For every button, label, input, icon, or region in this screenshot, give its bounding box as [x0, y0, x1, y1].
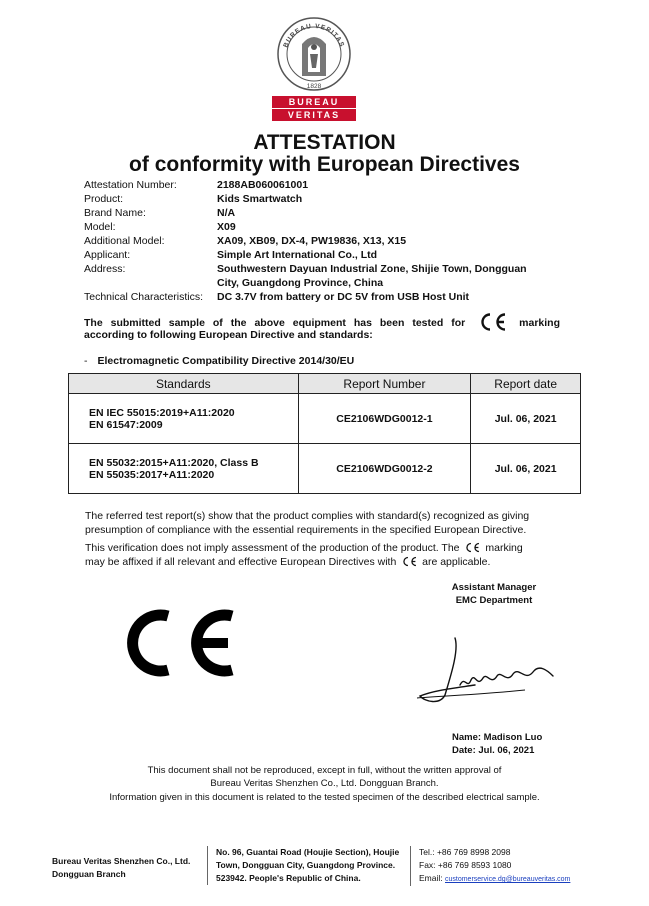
- disclaimer-line: This document shall not be reproduced, except in full, without the written approval of: [147, 765, 502, 776]
- standard-item: EN IEC 55015:2019+A11:2020: [89, 406, 235, 419]
- info-label: Product:: [84, 193, 124, 205]
- bullet: -: [84, 355, 88, 367]
- standards-cell: [69, 394, 299, 444]
- info-label: Brand Name:: [84, 207, 146, 219]
- signatory-name: Name: Madison Luo: [452, 732, 543, 743]
- signature-icon: [415, 630, 560, 710]
- header-report-number: Report Number: [298, 374, 471, 394]
- disclaimer-line: Bureau Veritas Shenzhen Co., Ltd. Dongguan Branch.: [210, 778, 439, 789]
- note-line: The referred test report(s) show that the product complies with standard(s) recognized as giving: [85, 510, 530, 522]
- info-label: Technical Characteristics:: [84, 291, 204, 303]
- header-standards: Standards: [69, 374, 299, 394]
- info-label: Additional Model:: [84, 235, 165, 247]
- info-row-technical-characteristics: [84, 290, 552, 304]
- attestation-info: [84, 178, 552, 304]
- logo-band-bottom: VERITAS: [272, 109, 356, 121]
- footer-email-row: [419, 872, 570, 886]
- table-row: [69, 394, 581, 444]
- compliance-note: [85, 509, 565, 537]
- ce-mark-icon: [401, 556, 417, 567]
- report-date-cell: Jul. 06, 2021: [471, 444, 581, 494]
- header-report-date: Report date: [471, 374, 581, 394]
- info-value: DC 3.7V from battery or DC 5V from USB Host Unit: [217, 291, 470, 303]
- info-value: N/A: [217, 207, 236, 219]
- standards-cell: [69, 444, 299, 494]
- footer-address-line: Town, Dongguan City, Guangdong Province.: [216, 860, 396, 870]
- footer-address-line: No. 96, Guantai Road (Houjie Section), Houjie: [216, 847, 400, 857]
- signatory-title: [446, 581, 542, 607]
- note-text: marking: [485, 542, 523, 554]
- handwritten-signature: [415, 630, 560, 715]
- note-line: [85, 541, 565, 555]
- logo-ring-text: BUREAU VERITAS: [282, 22, 346, 49]
- footer-address: [207, 846, 410, 885]
- info-row-applicant: [84, 248, 552, 262]
- logo-emblem-icon: [272, 14, 356, 94]
- disclaimer-line: Information given in this document is related to the tested specimen of the described electrical sample.: [109, 792, 540, 803]
- info-row-additional-model: [84, 234, 552, 248]
- report-number-cell: CE2106WDG0012-1: [298, 394, 471, 444]
- info-value: Southwestern Dayuan Industrial Zone, Shijie Town, Dongguan City, Guangdong Province, China: [217, 263, 527, 289]
- footer-email-link[interactable]: customerservice.dg@bureauveritas.com: [445, 876, 571, 883]
- footer-company: [52, 855, 190, 881]
- info-value: 2188AB060061001: [217, 179, 309, 191]
- signatory-info: [452, 731, 542, 757]
- note-text: This verification does not imply assessment of the production of the product. The: [85, 542, 460, 554]
- table-header-row: [69, 374, 581, 394]
- signatory-department: EMC Department: [455, 595, 533, 606]
- info-row-model: [84, 220, 552, 234]
- info-value: Kids Smartwatch: [217, 193, 303, 205]
- report-number-cell: CE2106WDG0012-2: [298, 444, 471, 494]
- logo-year: 1828: [306, 83, 322, 90]
- footer-company-branch: Dongguan Branch: [52, 869, 126, 879]
- test-statement-line2: according to following European Directive and standards:: [84, 329, 373, 341]
- standard-item: EN 55035:2017+A11:2020: [89, 468, 215, 481]
- ce-mark-icon: [464, 542, 480, 553]
- info-value: X09: [217, 221, 236, 233]
- directive-item: [84, 354, 560, 368]
- note-text: may be affixed if all relevant and effective European Directives with: [85, 556, 397, 568]
- statement-text: The submitted sample of the above equipment has been tested for: [84, 317, 466, 329]
- info-label: Address:: [84, 263, 126, 275]
- table-row: [69, 444, 581, 494]
- info-row-attestation-number: [84, 178, 552, 192]
- info-label: Applicant:: [84, 249, 131, 261]
- note-line: [85, 555, 565, 569]
- bureau-veritas-logo: [272, 14, 356, 121]
- ce-mark-icon: [118, 608, 240, 678]
- logo-band-top: BUREAU: [272, 96, 356, 108]
- standard-item: EN 55032:2015+A11:2020, Class B: [89, 456, 259, 469]
- large-ce-mark: [118, 608, 240, 683]
- directive-text: Electromagnetic Compatibility Directive 2014/30/EU: [97, 355, 355, 367]
- signatory-position: Assistant Manager: [451, 582, 537, 593]
- footer-tel: Tel.: +86 769 8998 2098: [419, 847, 511, 857]
- footer-company-name: Bureau Veritas Shenzhen Co., Ltd.: [52, 856, 191, 866]
- page-title: ATTESTATION: [253, 131, 396, 154]
- standard-item: EN 61547:2009: [89, 418, 163, 431]
- footer-address-line: 523942. People's Republic of China.: [216, 873, 361, 883]
- verification-note: [85, 541, 565, 569]
- info-label: Model:: [84, 221, 116, 233]
- report-date-cell: Jul. 06, 2021: [471, 394, 581, 444]
- info-value: Simple Art International Co., Ltd: [217, 249, 378, 261]
- page-subtitle: of conformity with European Directives: [129, 153, 520, 176]
- signatory-date: Date: Jul. 06, 2021: [452, 745, 535, 756]
- note-text: are applicable.: [422, 556, 491, 568]
- standards-table: [68, 373, 581, 494]
- footer-contact: [410, 846, 570, 886]
- info-row-brand-name: [84, 206, 552, 220]
- info-label: Attestation Number:: [84, 179, 177, 191]
- footer-email-label: Email:: [419, 873, 443, 883]
- info-row-address: [84, 262, 552, 290]
- info-value: XA09, XB09, DX-4, PW19836, X13, X15: [217, 235, 407, 247]
- info-row-product: [84, 192, 552, 206]
- footer-fax: Fax: +86 769 8593 1080: [419, 860, 512, 870]
- statement-text: marking: [519, 317, 561, 329]
- note-line: presumption of compliance with the essential requirements in the specified European Directive.: [85, 524, 527, 536]
